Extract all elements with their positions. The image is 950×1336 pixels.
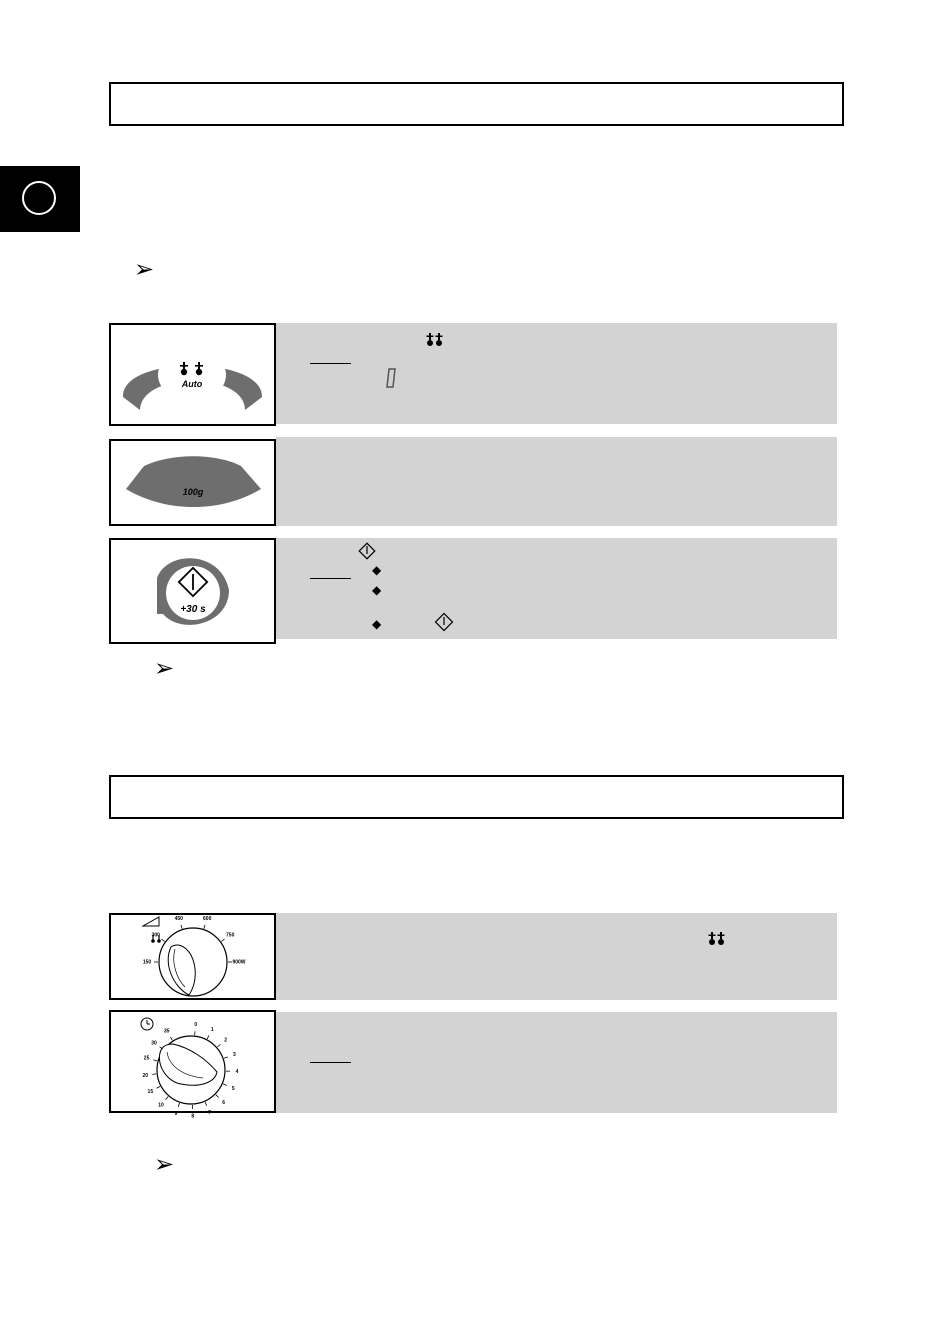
defrost-icon [426, 332, 444, 348]
auto-label: Auto [181, 379, 203, 389]
step-3-panel [276, 538, 837, 639]
timer-dial-tick-label: 5 [231, 1085, 235, 1092]
power-dial-tick-label: 900W [232, 959, 246, 966]
timer-dial-tick [157, 1086, 161, 1088]
timer-dial-tick [153, 1060, 157, 1061]
timer-dial-tick-label: 6 [222, 1100, 226, 1107]
step-4-panel [276, 913, 837, 1000]
power-dial-tick-label: 750 [226, 932, 235, 939]
timer-dial-tick-label: 20 [142, 1072, 149, 1079]
timer-dial-tick [178, 1103, 179, 1107]
timer-dial-tick-label: 25 [143, 1055, 150, 1062]
timer-dial-tick [205, 1102, 207, 1106]
timer-dial-tick-label: 0 [194, 1021, 198, 1028]
result-underline [310, 363, 351, 364]
arrow-right-icon: ➢ [154, 655, 175, 682]
timer-dial-tick-label: 15 [147, 1089, 154, 1096]
weight-dial-image [109, 439, 276, 526]
arrow-right-icon: ➢ [154, 1151, 175, 1178]
power-dial-tick-label: 150 [142, 959, 152, 966]
timer-dial-tick-label: 1 [210, 1026, 214, 1033]
timer-dial-tick-label: 4 [235, 1069, 239, 1076]
timer-dial-tick [223, 1084, 227, 1086]
defrost-icon [708, 931, 726, 947]
clock-icon [141, 1018, 153, 1030]
timer-dial-tick-label: 10 [158, 1102, 164, 1109]
power-dial-image [109, 913, 276, 1000]
diamond-bullet-icon: ◆ [372, 617, 382, 631]
timer-dial-tick-label: 7 [208, 1109, 211, 1116]
language-tab [0, 166, 80, 232]
power-level-icon [143, 917, 159, 926]
power-dial-tick-label: 300 [151, 932, 160, 939]
result-underline [310, 578, 351, 579]
section-title-box-1 [109, 82, 844, 126]
result-underline [310, 1062, 351, 1063]
timer-dial-tick-label: 8 [191, 1113, 195, 1120]
timer-dial-tick [207, 1035, 209, 1039]
timer-dial-tick-label: 30 [151, 1040, 157, 1047]
auto-defrost-button-image [109, 323, 276, 426]
power-dial-tick [181, 925, 182, 929]
start-label: +30 s [180, 604, 206, 615]
diamond-bullet-icon: ◆ [372, 563, 382, 577]
power-dial-tick-label: 600 [203, 915, 212, 922]
start-button-icon [358, 542, 376, 560]
timer-dial-tick [224, 1057, 228, 1058]
start-button-icon [434, 612, 454, 632]
timer-dial-tick-label: 3 [232, 1052, 236, 1059]
timer-dial-tick-label: 2 [224, 1037, 228, 1044]
step-5-panel [276, 1012, 837, 1113]
timer-dial-tick [166, 1097, 169, 1100]
step-1-panel [276, 323, 837, 424]
timer-dial-image [109, 1010, 276, 1120]
language-tab-ring-icon [22, 181, 56, 215]
timer-dial-tick [170, 1037, 172, 1040]
timer-dial-tick [217, 1044, 220, 1047]
power-dial-tick-label: 450 [174, 915, 183, 922]
power-dial-tick [221, 939, 224, 941]
weight-label: 100g [182, 487, 204, 497]
power-dial-tick [161, 939, 164, 941]
display-digit-icon [384, 367, 398, 389]
arrow-right-icon: ➢ [134, 256, 155, 283]
timer-dial-tick-label: 9 [174, 1111, 178, 1118]
start-button-image [109, 538, 276, 644]
timer-dial-tick [216, 1095, 219, 1098]
timer-dial-tick-label: 35 [163, 1028, 170, 1035]
power-dial-tick [204, 925, 205, 929]
step-2-panel [276, 437, 837, 526]
section-title-box-2 [109, 775, 844, 819]
diamond-bullet-icon: ◆ [372, 583, 382, 597]
